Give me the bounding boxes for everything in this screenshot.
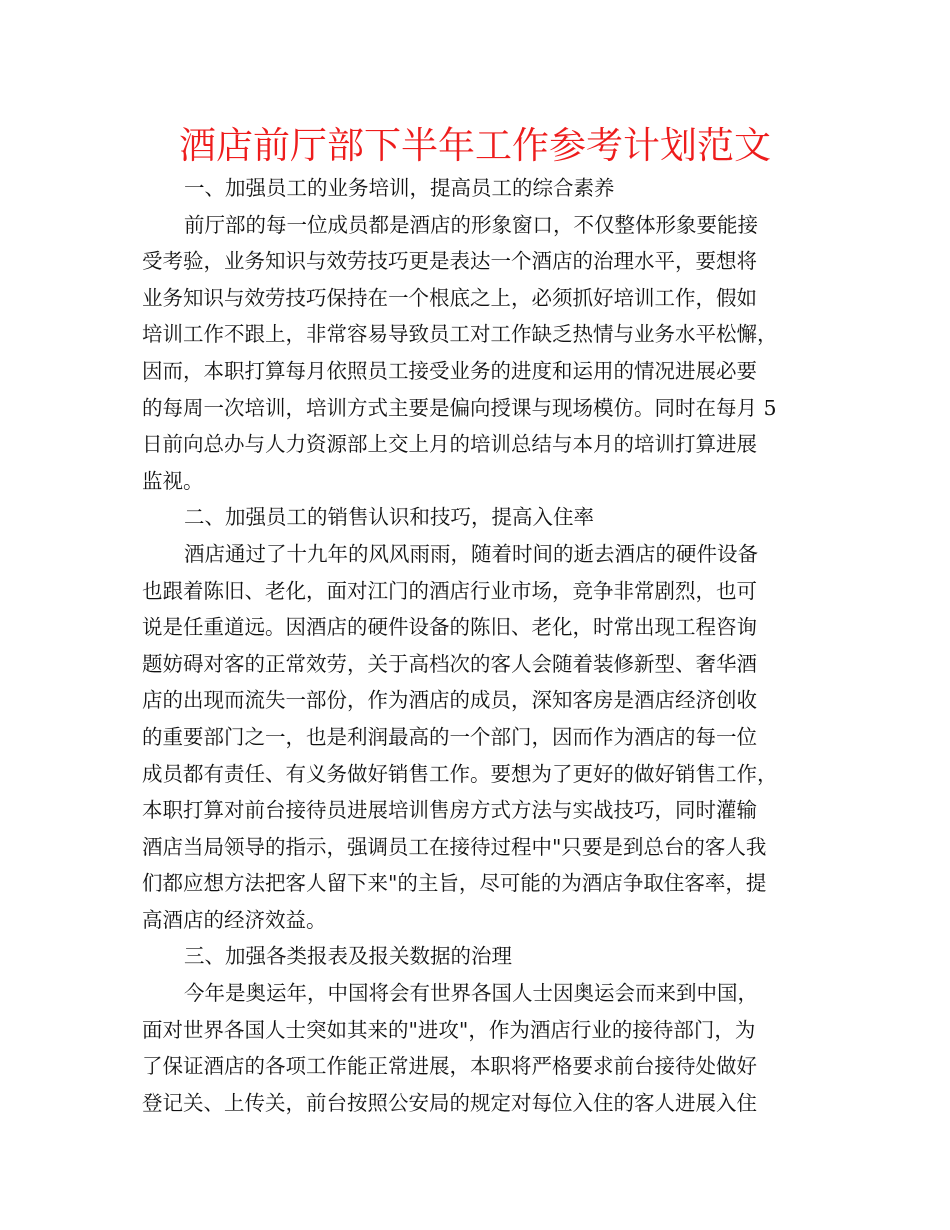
document-body xyxy=(142,170,822,1121)
text-line: 一、加强员工的业务培训，提高员工的综合素养 xyxy=(184,176,615,200)
text-line: 今年是奥运年，中国将会有世界各国人士因奥运会而来到中国， xyxy=(184,981,758,1006)
text-line: 监视。 xyxy=(142,468,204,493)
text-line: 日前向总办与人力资源部上交上月的培训总结与本月的培训打算进展 xyxy=(142,432,757,457)
text-line: 三、加强各类报表及报关数据的治理 xyxy=(184,944,512,969)
text-line: 了保证酒店的各项工作能正常进展，本职将严格要求前台接待处做好 xyxy=(142,1054,757,1079)
text-line: 高酒店的经济效益。 xyxy=(142,907,327,932)
text-line: 前厅部的每一位成员都是酒店的形象窗口，不仅整体形象要能接 xyxy=(184,212,758,237)
text-line: 店的出现而流失一部份，作为酒店的成员，深知客房是酒店经济创收 xyxy=(142,688,757,713)
document-title: 酒店前厅部下半年工作参考计划范文 xyxy=(179,124,771,167)
text-line: 题妨碍对客的正常效劳，关于高档次的客人会随着装修新型、奢华酒 xyxy=(142,651,757,676)
text-line: 的每周一次培训，培训方式主要是偏向授课与现场模仿。同时在每月 5 xyxy=(142,395,777,420)
text-line: 说是任重道远。因酒店的硬件设备的陈旧、老化，时常出现工程咨询 xyxy=(142,615,757,640)
text-line: 登记关、上传关，前台按照公安局的规定对每位入住的客人进展入住 xyxy=(142,1090,757,1115)
text-line: 面对世界各国人士突如其来的"进攻"，作为酒店行业的接待部门，为 xyxy=(142,1017,756,1042)
text-line: 也跟着陈旧、老化，面对江门的酒店行业市场，竞争非常剧烈，也可 xyxy=(142,578,757,603)
text-line: 二、加强员工的销售认识和技巧，提高入住率 xyxy=(184,505,594,530)
text-line: 成员都有责任、有义务做好销售工作。要想为了更好的做好销售工作， xyxy=(142,761,778,786)
text-line: 的重要部门之一，也是利润最高的一个部门，因而作为酒店的每一位 xyxy=(142,724,757,749)
text-line: 酒店通过了十九年的风风雨雨，随着时间的逝去酒店的硬件设备 xyxy=(184,541,758,566)
text-line: 业务知识与效劳技巧保持在一个根底之上，必须抓好培训工作，假如 xyxy=(142,285,757,310)
text-line: 们都应想方法把客人留下来"的主旨，尽可能的为酒店争取住客率，提 xyxy=(142,871,767,896)
text-line: 本职打算对前台接待员进展培训售房方式方法与实战技巧，同时灌输 xyxy=(142,798,757,823)
text-line: 酒店当局领导的指示，强调员工在接待过程中"只要是到总台的客人我 xyxy=(142,834,767,859)
text-line: 因而，本职打算每月依照员工接受业务的进度和运用的情况进展必要 xyxy=(142,358,757,383)
text-line: 受考验，业务知识与效劳技巧更是表达一个酒店的治理水平，要想将 xyxy=(142,249,757,274)
text-line: 培训工作不跟上，非常容易导致员工对工作缺乏热情与业务水平松懈， xyxy=(142,322,778,347)
